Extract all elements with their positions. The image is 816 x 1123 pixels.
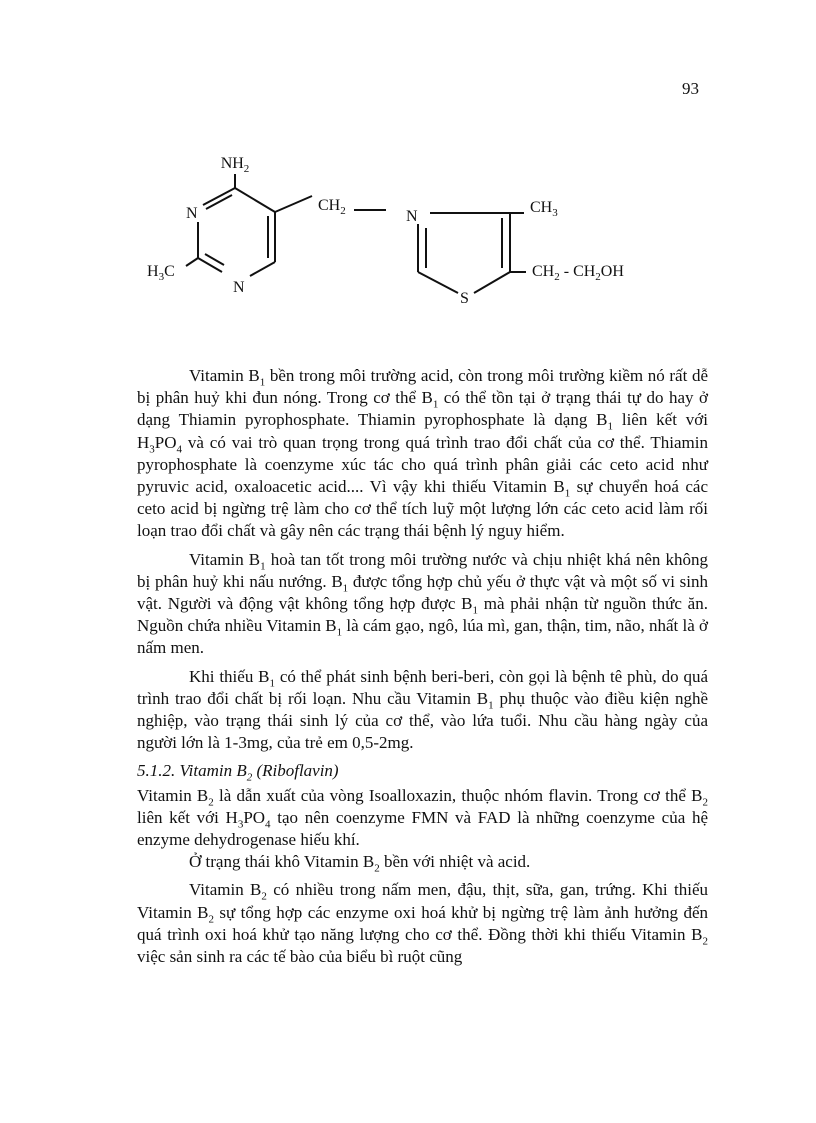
label-ring1-n-bottom: N bbox=[233, 279, 245, 296]
label-h3c: $H_3C$ bbox=[147, 263, 175, 283]
label-ch3: $CH_3$ bbox=[530, 199, 558, 219]
paragraph-b1-stability: Vitamin $B_1$ bền trong môi trường acid, còn trong môi trường kiềm nó rất dễ bị phân huỷ khi đun nóng. Trong cơ thể $B_1$ có thể tồn tại ở trạng thái tự do hay ở dạng Thiamin pyrophosphate. Thiamin pyrophosphate là dạng $B_1$ liên kết với $H_3PO_4$ và có vai trò quan trọng trong quá trình trao đổi chất của cơ thể. Thiamin pyrophosphate là coenzyme xúc tác cho quá trình phân giải các ceto acid như pyruvic acid, oxaloacetic acid.... Vì vậy khi thiếu Vitamin $B_1$ sự chuyển hoá các ceto acid bị ngừng trệ làm cho cơ thể tích luỹ một lượng lớn các ceto acid làm rối loạn trao đổi chất và gây nên các trạng thái bệnh lý nguy hiểm. bbox=[137, 366, 708, 541]
thiamine-structure bbox=[0, 0, 816, 340]
label-ch2-ch2oh: $CH_2 - CH_2OH$ bbox=[532, 263, 624, 283]
paragraph-b2-definition: Vitamin $B_2$ là dẫn xuất của vòng Isoalloxazin, thuộc nhóm flavin. Trong cơ thể $B_2$ liên kết với $H_3PO_4$ tạo nên coenzyme FMN và FAD là những coenzyme của hệ enzyme dehydrogenase hiếu khí. bbox=[137, 785, 708, 850]
paragraph-b1-solubility: Vitamin $B_1$ hoà tan tốt trong môi trường nước và chịu nhiệt khá nên không bị phân huỷ khi nấu nướng. $B_1$ được tổng hợp chủ yếu ở thực vật và một số vi sinh vật. Người và động vật không tổng hợp được $B_1$ mà phải nhận từ nguồn thức ăn. Nguồn chứa nhiều Vitamin $B_1$ là cám gạo, ngô, lúa mì, gan, thận, tim, não, nhất là ở nấm men. bbox=[137, 549, 709, 658]
label-ch2-bridge: $CH_2$ bbox=[318, 197, 346, 217]
paragraph-b2-stability: Ở trạng thái khô Vitamin $B_2$ bền với nhiệt và acid. bbox=[189, 852, 531, 875]
bond-ring1-c bbox=[250, 262, 275, 276]
label-ring2-n: N bbox=[406, 208, 418, 225]
label-ring2-s: S bbox=[460, 290, 469, 307]
label-nh2: $NH_2$ bbox=[220, 155, 250, 175]
section-heading: 5.1.2. Vitamin $B_2$ (Riboflavin) bbox=[137, 761, 339, 784]
paragraph-b1-deficiency: Khi thiếu $B_1$ có thể phát sinh bệnh beri-beri, còn gọi là bệnh tê phù, do quá trình trao đổi chất bị rối loạn. Nhu cầu Vitamin $B_1$ phụ thuộc vào điều kiện nghề nghiệp, vào trạng thái sinh lý của cơ thể, vào lứa tuổi. Nhu cầu hàng ngày của người lớn là 1-3mg, của trẻ em 0,5-2mg. bbox=[137, 666, 708, 753]
body-text bbox=[137, 365, 708, 974]
paragraph-b2-sources: Vitamin $B_2$ có nhiều trong nấm men, đậu, thịt, sữa, gan, trứng. Khi thiếu Vitamin $B_2$ sự tổng hợp các enzyme oxi hoá khử bị ngừng trệ làm ảnh hưởng đến quá trình oxi hoá khử tạo năng lượng cho cơ thể. Đồng thời khi thiếu Vitamin $B_2$ việc sản sinh ra các tế bào của biểu bì ruột cũng bbox=[137, 880, 708, 967]
bond-h3c bbox=[186, 258, 198, 266]
bond-ring1-a bbox=[235, 188, 275, 212]
label-ring1-n-top: N bbox=[186, 205, 198, 222]
bond-ring2-c bbox=[474, 272, 510, 293]
bond-ring1-f bbox=[198, 258, 222, 272]
page-number: 93 bbox=[682, 79, 699, 98]
bond-ring2-b bbox=[418, 272, 458, 293]
bond-ring1-ch2 bbox=[275, 196, 312, 212]
